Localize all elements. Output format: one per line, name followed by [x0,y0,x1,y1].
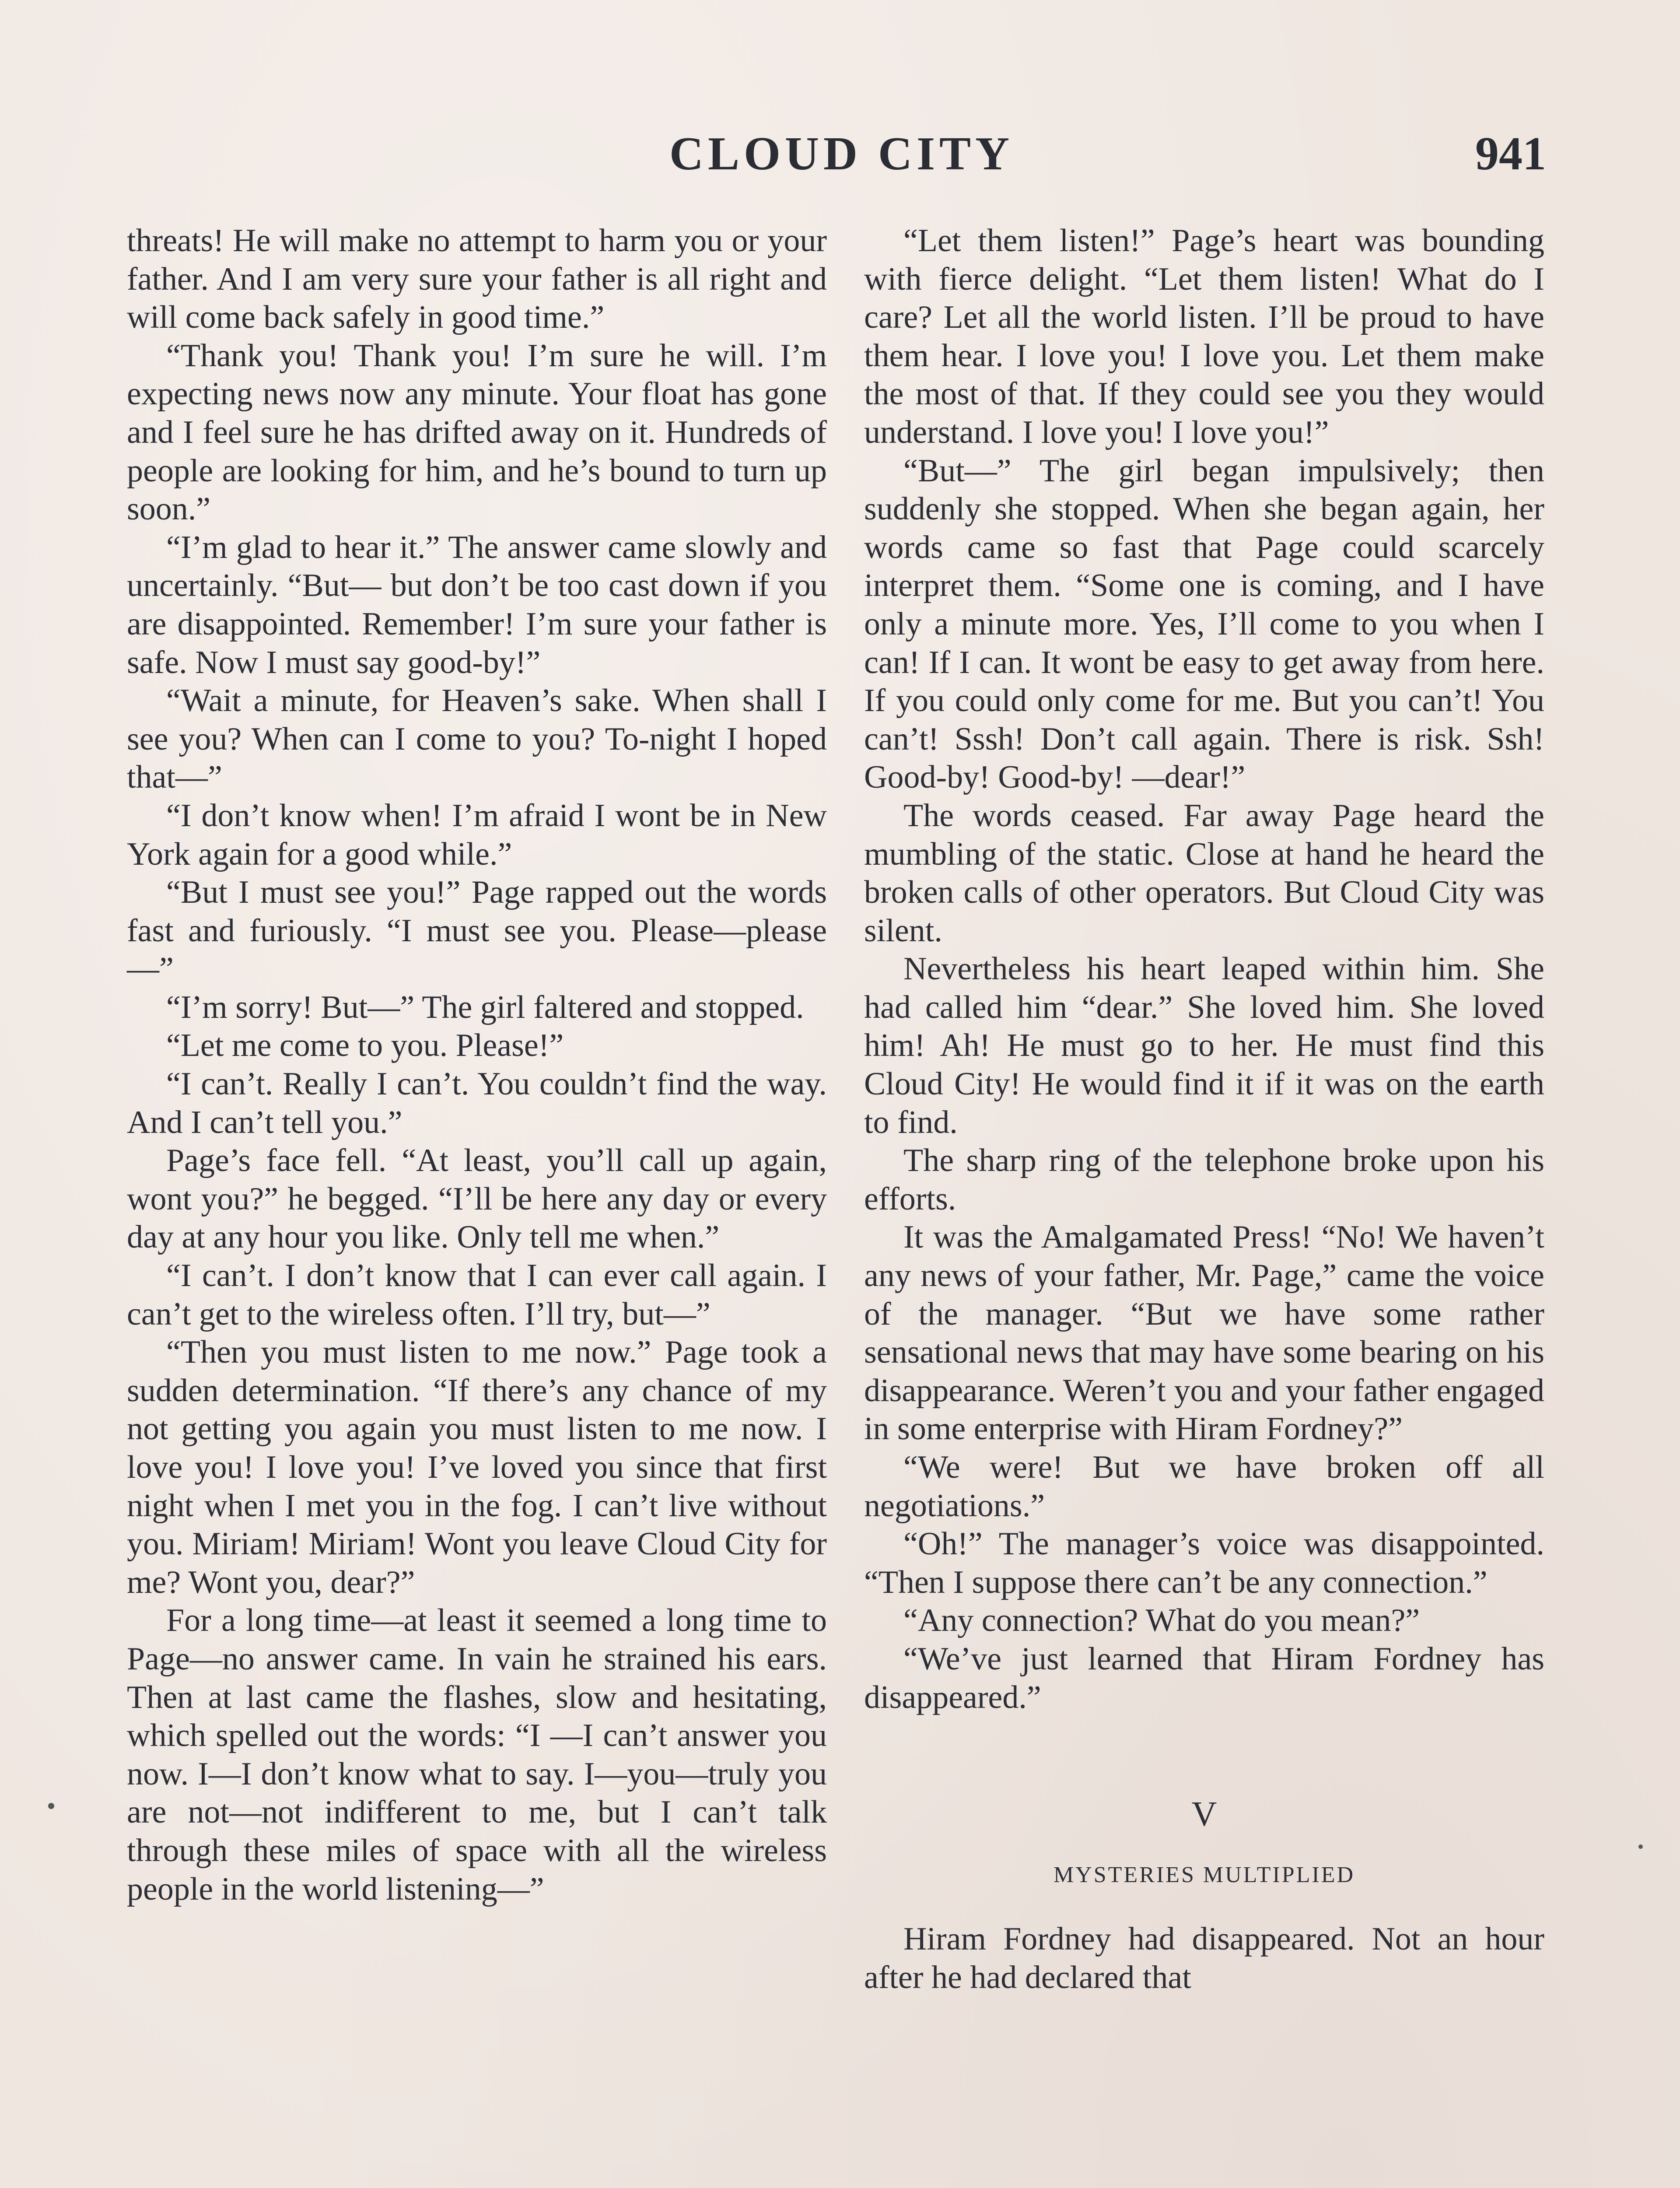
paragraph: “Then you must listen to me now.” Page took a sudden determination. “If there’s any chance of my not getting you again you must listen to me now. I love you! I love you! I’ve loved you since that first night when I met you in the fog. I can’t live without you. Miriam! Miriam! Wont you leave Cloud City for me? Wont you, dear?” [127,1334,827,1600]
paragraph: “I can’t. Really I can’t. You couldn’t find the way. And I can’t tell you.” [127,1066,827,1140]
paragraph: “Wait a minute, for Heaven’s sake. When shall I see you? When can I come to you? To-night I hoped that—” [127,683,827,796]
paragraph: Page’s face fell. “At least, you’ll call up again, wont you?” he begged. “I’ll be here any day or every day at any hour you like. Only tell me when.” [127,1143,827,1255]
paragraph: “But—” The girl began impulsively; then suddenly she stopped. When she began again, her words came so fast that Page could scarcely interpret them. “Some one is coming, and I have only a minute more. Yes, I’ll come to you when I can! If I can. It wont be easy to get away from here. If you could only come for me. But you can’t! You can’t! Sssh! Don’t call again. There is risk. Ssh! Good-by! Good-by! —dear!” [864,452,1544,796]
page-number: 941 [1475,128,1546,180]
right-column [864,222,1544,1997]
paragraph: “I’m glad to hear it.” The answer came slowly and uncertainly. “But— but don’t be too cast down if you are disappointed. Remember! I’m sure your father is safe. Now I must say good-by!” [127,529,827,680]
paragraph: It was the Amalgamated Press! “No! We haven’t any news of your father, Mr. Page,” came the voice of the manager. “But we have some rather sensational news that may have some bearing on his disappearance. Weren’t you and your father engaged in some enterprise with Hiram Fordney?” [864,1219,1544,1447]
paragraph: “We were! But we have broken off all negotiations.” [864,1449,1544,1524]
paragraph: “Any connection? What do you mean?” [903,1602,1420,1639]
paragraph: “Let them listen!” Page’s heart was bounding with fierce delight. “Let them listen! What do I care? Let all the world listen. I’ll be proud to have them hear. I love you! I love you. Let them make the most of that. If they could see you they would understand. I love you! I love you!” [864,223,1544,450]
paragraph: “Let me come to you. Please!” [166,1027,564,1064]
paragraph: “But I must see you!” Page rapped out the words fast and furiously. “I must see you. Please—please—” [127,874,827,987]
paragraph: “We’ve just learned that Hiram Fordney has disappeared.” [864,1641,1544,1715]
paragraph: “I don’t know when! I’m afraid I wont be in New York again for a good while.” [127,797,827,872]
paragraph: Hiram Fordney had disappeared. Not an hour after he had declared that [864,1921,1544,1995]
paragraph: The words ceased. Far away Page heard the mumbling of the static. Close at hand he heard the broken calls of other operators. But Cloud City was silent. [864,797,1544,949]
paragraph: Nevertheless his heart leaped within him. She had called him “dear.” She loved him. She loved him! Ah! He must go to her. He must find this Cloud City! He would find it if it was on the earth to find. [864,951,1544,1140]
paragraph: The sharp ring of the telephone broke upon his efforts. [864,1143,1544,1217]
running-title: CLOUD CITY [669,128,1014,180]
chapter-number: V [1191,1795,1217,1834]
paragraph: “Thank you! Thank you! I’m sure he will. I’m expecting news now any minute. Your float has gone and I feel sure he has drifted away on it. Hundreds of people are looking for him, and he’s bound to turn up soon.” [127,337,827,527]
chapter-title: MYSTERIES MULTIPLIED [1053,1862,1355,1887]
paragraph: For a long time—at least it seemed a long time to Page—no answer came. In vain he strained his ears. Then at last came the flashes, slow and hesitating, which spelled out the words: “I —I can’t answer you now. I—I don’t know what to say. I—you—truly you are not—not indifferent to me, but I can’t talk through these miles of space with all the wireless people in the world listening—” [127,1602,827,1907]
left-column [127,222,827,1908]
paragraph: threats! He will make no attempt to harm you or your father. And I am very sure your father is all right and will come back safely in good time.” [127,223,827,336]
paragraph: “I’m sorry! But—” The girl faltered and stopped. [166,989,804,1025]
print-speck [1638,1844,1643,1849]
print-speck [48,1803,54,1809]
running-head [0,127,1680,184]
paragraph: “I can’t. I don’t know that I can ever call again. I can’t get to the wireless often. I’ll try, but—” [127,1258,827,1332]
paragraph: “Oh!” The manager’s voice was disappointed. “Then I suppose there can’t be any connection.” [864,1526,1544,1600]
